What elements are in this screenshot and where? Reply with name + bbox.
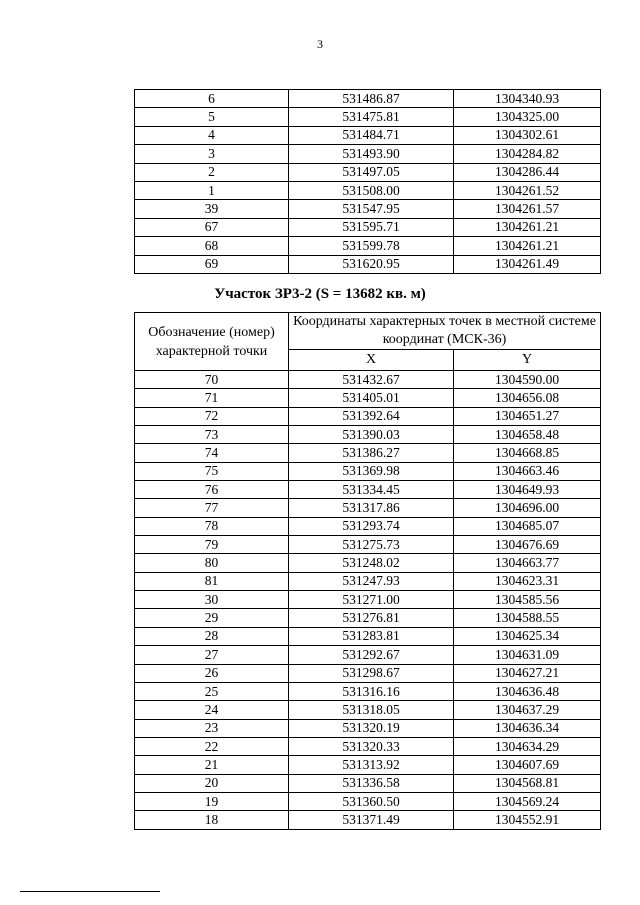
y-coordinate-cell: 1304676.69: [454, 536, 601, 554]
table-row: [135, 371, 601, 389]
y-coordinate-cell: 1304685.07: [454, 517, 601, 535]
section-title: Участок ЗР3-2 (S = 13682 кв. м): [214, 286, 426, 302]
table-row: [135, 517, 601, 535]
point-number-cell: 77: [135, 499, 289, 517]
header-point-number: Обозначение (номер) характерной точки: [135, 313, 289, 371]
point-number-cell: 27: [135, 646, 289, 664]
point-number-cell: 6: [135, 90, 289, 108]
table-row: [135, 462, 601, 480]
y-coordinate-cell: 1304625.34: [454, 627, 601, 645]
point-number-cell: 22: [135, 737, 289, 755]
x-coordinate-cell: 531276.81: [289, 609, 454, 627]
point-number-cell: 21: [135, 756, 289, 774]
y-coordinate-cell: 1304340.93: [454, 90, 601, 108]
x-coordinate-cell: 531392.64: [289, 407, 454, 425]
y-coordinate-cell: 1304325.00: [454, 108, 601, 126]
coordinates-table-zr3-2: [134, 312, 601, 830]
y-coordinate-cell: 1304663.77: [454, 554, 601, 572]
x-coordinate-cell: 531275.73: [289, 536, 454, 554]
y-coordinate-cell: 1304585.56: [454, 591, 601, 609]
page-number: 3: [317, 37, 323, 51]
y-coordinate-cell: 1304636.34: [454, 719, 601, 737]
point-number-cell: 80: [135, 554, 289, 572]
y-coordinate-cell: 1304627.21: [454, 664, 601, 682]
x-coordinate-cell: 531298.67: [289, 664, 454, 682]
table-row: [135, 237, 601, 255]
table-row: [135, 218, 601, 236]
x-coordinate-cell: 531475.81: [289, 108, 454, 126]
table-row: [135, 126, 601, 144]
y-coordinate-cell: 1304663.46: [454, 462, 601, 480]
x-coordinate-cell: 531320.33: [289, 737, 454, 755]
y-coordinate-cell: 1304261.57: [454, 200, 601, 218]
table-row: [135, 407, 601, 425]
point-number-cell: 78: [135, 517, 289, 535]
y-coordinate-cell: 1304649.93: [454, 481, 601, 499]
y-coordinate-cell: 1304658.48: [454, 426, 601, 444]
table-row: [135, 181, 601, 199]
table-row: [135, 200, 601, 218]
coordinates-table-continued-body: [135, 90, 601, 274]
table-row: [135, 444, 601, 462]
point-number-cell: 25: [135, 682, 289, 700]
coordinates-table-zr3-2-body: [135, 371, 601, 830]
point-number-cell: 70: [135, 371, 289, 389]
x-coordinate-cell: 531390.03: [289, 426, 454, 444]
x-coordinate-cell: 531369.98: [289, 462, 454, 480]
point-number-cell: 67: [135, 218, 289, 236]
point-number-cell: 23: [135, 719, 289, 737]
table-row: [135, 719, 601, 737]
table-row: [135, 499, 601, 517]
point-number-cell: 20: [135, 774, 289, 792]
point-number-cell: 28: [135, 627, 289, 645]
point-number-cell: 30: [135, 591, 289, 609]
table-row: [135, 426, 601, 444]
point-number-cell: 71: [135, 389, 289, 407]
x-coordinate-cell: 531320.19: [289, 719, 454, 737]
point-number-cell: 29: [135, 609, 289, 627]
x-coordinate-cell: 531484.71: [289, 126, 454, 144]
x-coordinate-cell: 531508.00: [289, 181, 454, 199]
x-coordinate-cell: 531316.16: [289, 682, 454, 700]
x-coordinate-cell: 531371.49: [289, 811, 454, 829]
y-coordinate-cell: 1304261.21: [454, 218, 601, 236]
point-number-cell: 79: [135, 536, 289, 554]
table-row: [135, 536, 601, 554]
header-x: X: [289, 350, 454, 371]
y-coordinate-cell: 1304631.09: [454, 646, 601, 664]
x-coordinate-cell: 531318.05: [289, 701, 454, 719]
point-number-cell: 81: [135, 572, 289, 590]
y-coordinate-cell: 1304261.52: [454, 181, 601, 199]
point-number-cell: 26: [135, 664, 289, 682]
x-coordinate-cell: 531620.95: [289, 255, 454, 273]
table-row: [135, 163, 601, 181]
point-number-cell: 68: [135, 237, 289, 255]
table-row: [135, 591, 601, 609]
table-row: [135, 389, 601, 407]
point-number-cell: 18: [135, 811, 289, 829]
table-row: [135, 682, 601, 700]
x-coordinate-cell: 531336.58: [289, 774, 454, 792]
x-coordinate-cell: 531493.90: [289, 145, 454, 163]
x-coordinate-cell: 531317.86: [289, 499, 454, 517]
table-row: [135, 145, 601, 163]
point-number-cell: 74: [135, 444, 289, 462]
y-coordinate-cell: 1304552.91: [454, 811, 601, 829]
x-coordinate-cell: 531271.00: [289, 591, 454, 609]
x-coordinate-cell: 531360.50: [289, 792, 454, 810]
y-coordinate-cell: 1304623.31: [454, 572, 601, 590]
y-coordinate-cell: 1304668.85: [454, 444, 601, 462]
x-coordinate-cell: 531405.01: [289, 389, 454, 407]
y-coordinate-cell: 1304656.08: [454, 389, 601, 407]
point-number-cell: 5: [135, 108, 289, 126]
point-number-cell: 3: [135, 145, 289, 163]
y-coordinate-cell: 1304569.24: [454, 792, 601, 810]
table-row: [135, 90, 601, 108]
table-row: [135, 108, 601, 126]
table-row: [135, 792, 601, 810]
table-row: [135, 774, 601, 792]
table-row: [135, 627, 601, 645]
table-row: [135, 701, 601, 719]
y-coordinate-cell: 1304261.49: [454, 255, 601, 273]
table-row: [135, 737, 601, 755]
y-coordinate-cell: 1304637.29: [454, 701, 601, 719]
point-number-cell: 69: [135, 255, 289, 273]
x-coordinate-cell: 531486.87: [289, 90, 454, 108]
x-coordinate-cell: 531313.92: [289, 756, 454, 774]
point-number-cell: 19: [135, 792, 289, 810]
y-coordinate-cell: 1304651.27: [454, 407, 601, 425]
point-number-cell: 75: [135, 462, 289, 480]
x-coordinate-cell: 531432.67: [289, 371, 454, 389]
point-number-cell: 72: [135, 407, 289, 425]
x-coordinate-cell: 531334.45: [289, 481, 454, 499]
x-coordinate-cell: 531293.74: [289, 517, 454, 535]
table-row: [135, 756, 601, 774]
point-number-cell: 39: [135, 200, 289, 218]
point-number-cell: 1: [135, 181, 289, 199]
y-coordinate-cell: 1304286.44: [454, 163, 601, 181]
y-coordinate-cell: 1304636.48: [454, 682, 601, 700]
y-coordinate-cell: 1304590.00: [454, 371, 601, 389]
point-number-cell: 2: [135, 163, 289, 181]
x-coordinate-cell: 531547.95: [289, 200, 454, 218]
x-coordinate-cell: 531292.67: [289, 646, 454, 664]
x-coordinate-cell: 531247.93: [289, 572, 454, 590]
x-coordinate-cell: 531283.81: [289, 627, 454, 645]
header-y: Y: [454, 350, 601, 371]
y-coordinate-cell: 1304284.82: [454, 145, 601, 163]
y-coordinate-cell: 1304568.81: [454, 774, 601, 792]
y-coordinate-cell: 1304261.21: [454, 237, 601, 255]
table-row: [135, 255, 601, 273]
point-number-cell: 73: [135, 426, 289, 444]
table-row: [135, 572, 601, 590]
table-row: [135, 664, 601, 682]
x-coordinate-cell: 531386.27: [289, 444, 454, 462]
y-coordinate-cell: 1304302.61: [454, 126, 601, 144]
point-number-cell: 76: [135, 481, 289, 499]
footnote-rule: [20, 891, 160, 892]
coordinates-table-continued: [134, 89, 601, 274]
x-coordinate-cell: 531595.71: [289, 218, 454, 236]
y-coordinate-cell: 1304696.00: [454, 499, 601, 517]
x-coordinate-cell: 531497.05: [289, 163, 454, 181]
y-coordinate-cell: 1304588.55: [454, 609, 601, 627]
point-number-cell: 4: [135, 126, 289, 144]
y-coordinate-cell: 1304607.69: [454, 756, 601, 774]
x-coordinate-cell: 531599.78: [289, 237, 454, 255]
header-coordinates: Координаты характерных точек в местной системе координат (МСК-36): [289, 313, 601, 350]
table-row: [135, 481, 601, 499]
table-row: [135, 811, 601, 829]
x-coordinate-cell: 531248.02: [289, 554, 454, 572]
point-number-cell: 24: [135, 701, 289, 719]
table-row: [135, 646, 601, 664]
table-row: [135, 554, 601, 572]
y-coordinate-cell: 1304634.29: [454, 737, 601, 755]
table-row: [135, 609, 601, 627]
